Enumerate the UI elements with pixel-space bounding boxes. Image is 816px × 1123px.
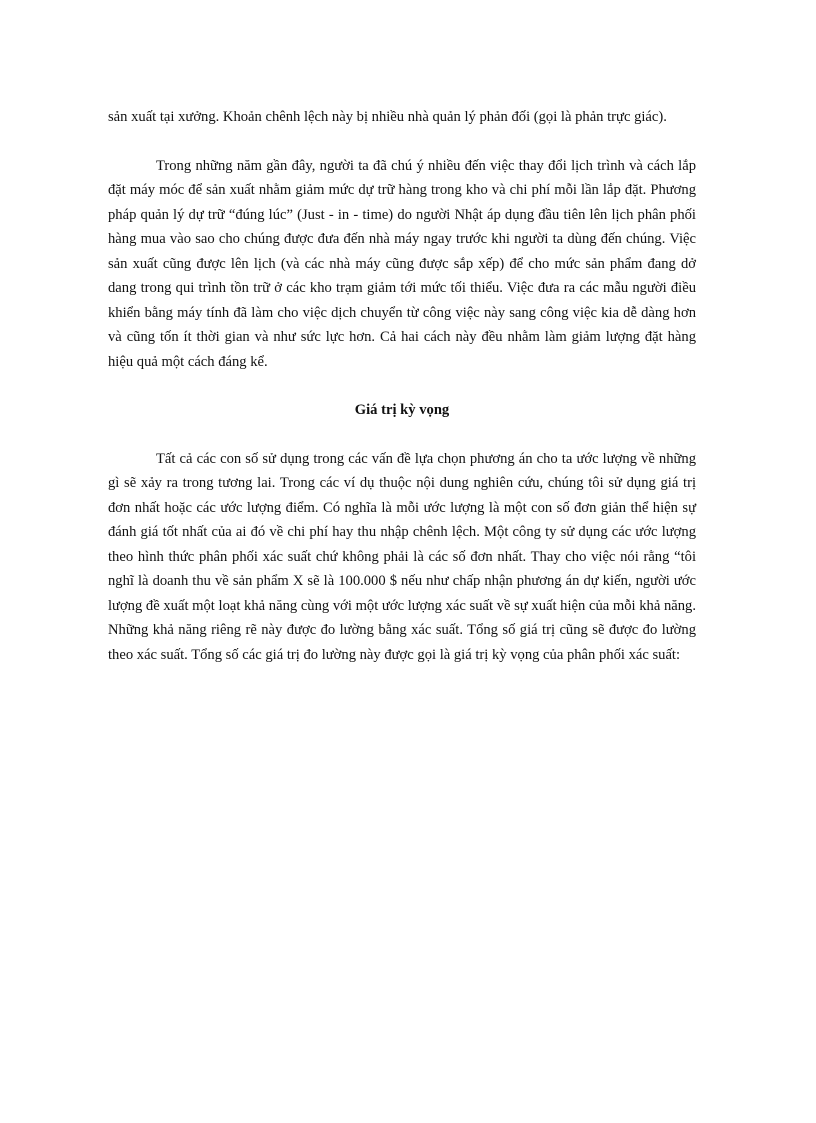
section-heading: Giá trị kỳ vọng [354, 402, 450, 418]
paragraph-continuation: sản xuất tại xưởng. Khoản chênh lệch này bị nhiều nhà quản lý phản đối (gọi là phản trực giác). [108, 109, 667, 125]
paragraph-expected-value: Tất cả các con số sử dụng trong các vấn đề lựa chọn phương án cho ta ước lượng về những gì sẽ xảy ra trong tương lai. Trong các ví dụ thuộc nội dung nghiên cứu, chúng tôi sử dụng giá trị đơn nhất hoặc các ước lượng điểm. Có nghĩa là mỗi ước lượng là một con số đơn giản thể hiện sự đánh giá tốt nhất của ai đó về chi phí hay thu nhập chênh lệch. Một công ty sử dụng các ước lượng theo hình thức phân phối xác suất chứ không phải là các số đơn nhất. Thay cho việc nói rằng “tôi nghĩ là doanh thu về sản phẩm X sẽ là 100.000 $ nếu như chấp nhận phương án dự kiến, người ước lượng đề xuất một loạt khả năng cùng với một ước lượng xác suất về sự xuất hiện của mỗi khả năng. Những khả năng riêng rẽ này được đo lường bằng xác suất. Tổng số giá trị cũng sẽ được đo lường theo xác suất. Tổng số các giá trị đo lường này được gọi là giá trị kỳ vọng của phân phối xác suất: [108, 450, 696, 663]
document-body [108, 105, 696, 691]
paragraph-just-in-time: Trong những năm gần đây, người ta đã chú ý nhiều đến việc thay đổi lịch trình và cách lắp đặt máy móc để sản xuất nhằm giảm mức dự trữ hàng trong kho và chi phí mỗi lần lắp đặt. Phương pháp quản lý dự trữ “đúng lúc” (Just - in - time) do người Nhật áp dụng đầu tiên lên lịch phân phối hàng mua vào sao cho chúng được đưa đến nhà máy ngay trước khi người ta dùng đến chúng. Việc sản xuất cũng được lên lịch (và các nhà máy cũng được sắp xếp) để cho mức sản phẩm đang dở dang trong qui trình tồn trữ ở các kho trạm giảm tới mức tối thiểu. Việc đưa ra các mẫu người điều khiển bằng máy tính đã làm cho việc dịch chuyển từ công việc này sang công việc kia dễ dàng hơn và cũng tốn ít thời gian và như sức lực hơn. Cả hai cách này đều nhằm làm giảm lượng đặt hàng hiệu quả một cách đáng kể. [108, 157, 696, 370]
